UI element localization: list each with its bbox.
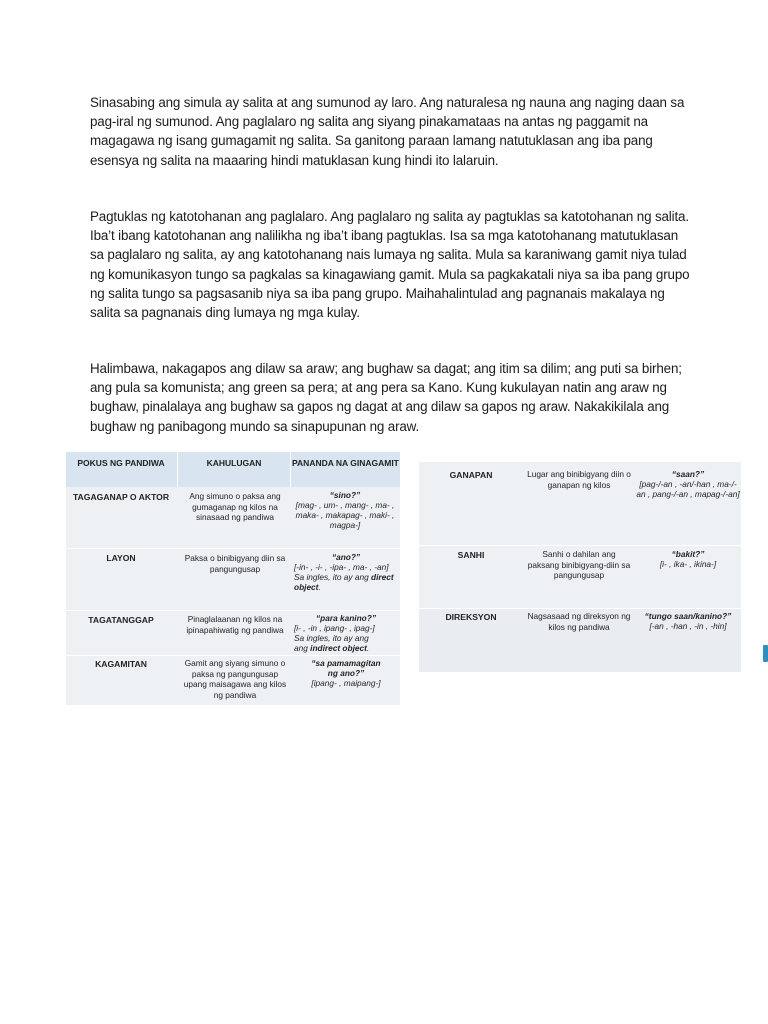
header-kahulugan: KAHULUGAN — [206, 458, 262, 468]
pananda-cell — [294, 658, 398, 688]
pokus-label: SANHI — [457, 550, 485, 560]
pananda-cell: “para kanino?” [i- , -in , ipang- , ipag-] Sa ingles, ito ay ang ang indirect object. — [294, 613, 398, 653]
affix-list: [-in- , -i- , -ipa- , ma- , -an] — [294, 562, 389, 572]
question-text: “sino?” — [329, 490, 361, 500]
header-pokus: POKUS NG PANDIWA — [77, 458, 165, 468]
question-text: “para kanino?” — [316, 613, 376, 623]
note-text: Sa ingles, ito ay ang — [294, 572, 369, 582]
pokus-label: DIREKSYON — [445, 612, 497, 622]
pananda-cell: “ano?” [-in- , -i- , -ipa- , ma- , -an] Sa ingles, ito ay ang direct object. — [294, 552, 398, 592]
pokus-label: LAYON — [106, 553, 136, 563]
affix-list: [pag-/-an , -an/-han , ma-/-an , pang-/-an , mapag-/-an] — [636, 479, 740, 499]
affix-list: [i- , -in , ipang- , ipag-] — [294, 623, 375, 633]
note-bold: direct object — [294, 572, 394, 592]
question-text: “bakit?” — [671, 549, 705, 559]
note-bold: indirect object — [310, 643, 367, 653]
pokus-label: TAGATANGGAP — [88, 615, 154, 625]
header-pananda: PANANDA NA GINAGAMIT — [292, 458, 399, 468]
pananda-cell — [636, 469, 740, 499]
pokus-table-right — [419, 462, 741, 672]
affix-list: [-an , -han , -in , -hin] — [649, 621, 727, 631]
question-text: “saan?” — [671, 469, 705, 479]
pokus-table-left — [66, 452, 400, 705]
pananda-cell — [636, 549, 740, 569]
kahulugan-cell: Lugar ang binibigyang diin o ganapan ng kilos — [527, 469, 631, 490]
affix-list: [ipang- , maipang-] — [311, 678, 381, 688]
kahulugan-cell: Ang simuno o paksa ang gumaganap ng kilos na sinasaad ng pandiwa — [189, 491, 281, 522]
pananda-cell — [636, 611, 740, 631]
kahulugan-cell: Paksa o binibigyang diin sa pangungusap — [184, 553, 286, 574]
kahulugan-cell: Nagsasaad ng direksyon ng kilos ng pandiwa — [527, 611, 631, 632]
pananda-cell — [294, 490, 396, 530]
note-text: Sa ingles, ito ay ang — [294, 633, 369, 643]
pokus-label: GANAPAN — [449, 470, 493, 480]
question-text: “tungo saan/kanino?” — [644, 611, 732, 621]
paragraph-1: Sinasabing ang simula ay salita at ang sumunod ay laro. Ang naturalesa ng nauna ang naging daan sa pag-iral ng sumunod. Ang paglalaro ng salita ang siyang pinakamataas na antas ng paggamit na magagawa ng isang gumagamit ng salita. Sa ganitong paraan lamang natutuklasan ang iba pang esensya ng salita na maaaring hindi matuklasan kung hindi ito lalaruin. — [90, 95, 685, 168]
kahulugan-cell: Pinaglalaanan ng kilos na ipinapahiwatig ng pandiwa — [186, 614, 284, 635]
kahulugan-cell: Sanhi o dahilan ang paksang binibigyang-diin sa pangungusap — [527, 549, 631, 580]
kahulugan-cell: Gamit ang siyang simuno o paksa ng pangungusap upang maisagawa ang kilos ng pandiwa — [183, 658, 287, 700]
paragraph-2: Pagtuklas ng katotohanan ang paglalaro. Ang paglalaro ng salita ay pagtuklas sa katotohanan ng salita. Iba’t ibang katotohanan ang nalilikha ng iba’t ibang pagtuklas. Isa sa mga katotohanang matutuklasan sa paglalaro ng salita, ay ang katotohanang nais lumaya ng salita. Mula sa karaniwang gamit niya tulad ng komunikasyon tungo sa pagkalas sa kinagawiang gamit. Mula sa pagkakatali niya sa iba pang grupo ng salita tungo sa pagsasanib niya sa iba pang grupo. Maihahalintulad ang pagnanais makalaya ng salita sa pagnanais ding lumaya ng mga kulay. — [90, 209, 690, 321]
scroll-indicator[interactable] — [763, 645, 768, 662]
question-text: “ano?” — [331, 552, 361, 562]
affix-list: [i- , ika- , ikina-] — [659, 559, 717, 569]
paragraph-3: Halimbawa, nakagapos ang dilaw sa araw; ang bughaw sa dagat; ang itim sa dilim; ang puti sa birhen; ang pula sa komunista; ang green sa pera; at ang pera sa Kano. Kung kukulayan natin ang araw ng bughaw, pinalalaya ang bughaw sa gapos ng dagat at ang dilaw sa gapos ng araw. Nakakikilala ang bughaw ng panibagong mundo sa sinapupunan ng araw. — [90, 361, 682, 434]
pokus-label: KAGAMITAN — [95, 659, 147, 669]
pokus-label: TAGAGANAP O AKTOR — [72, 492, 170, 502]
affix-list: [mag- , um- , mang- , ma- , maka- , makapag- , maki- , magpa-] — [295, 500, 395, 530]
question-text: “sa pamamagitan ng ano?” — [311, 658, 381, 678]
